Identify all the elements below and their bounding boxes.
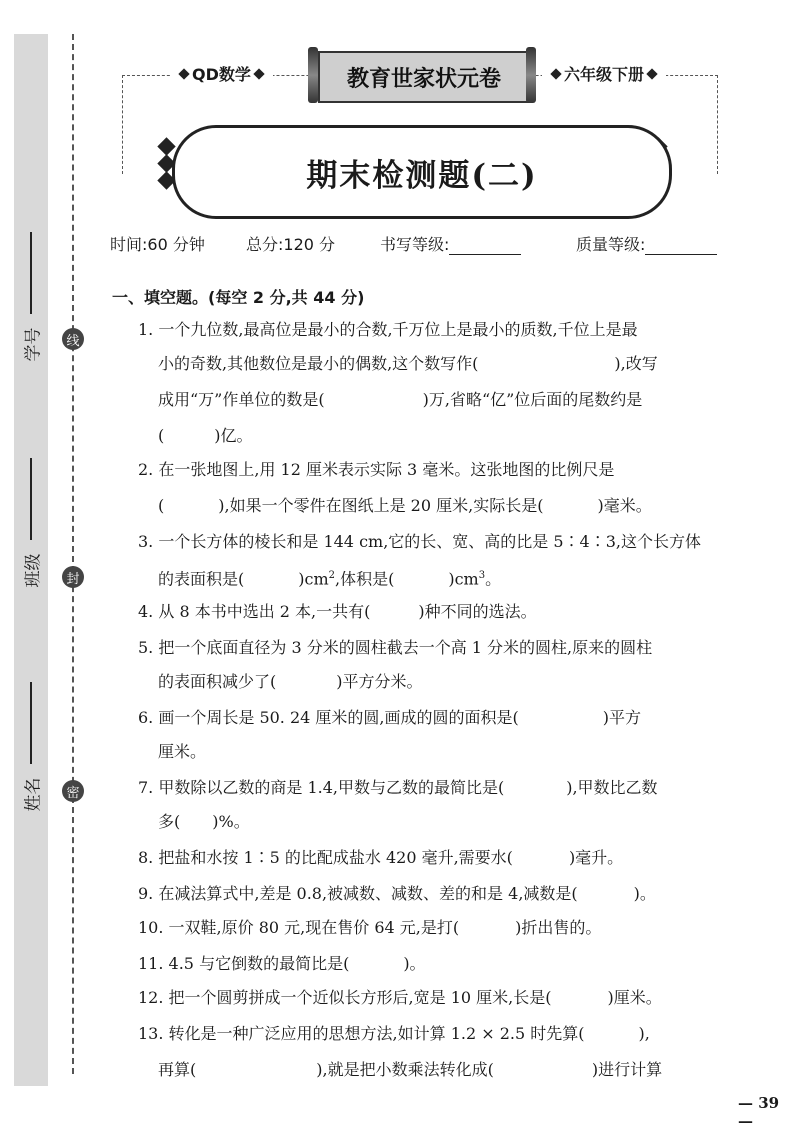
banji-field [19,458,44,588]
q5-line1: 5. 把一个底面直径为 3 分米的圆柱截去一个高 1 分米的圆柱,原来的圆柱 [138,638,653,657]
page-title: 期末检测题(二) [306,157,538,194]
page-number: — 39 — [738,1094,780,1130]
banji-label: 班级 [23,553,44,588]
q13-line1: 13. 转化是一种广泛应用的思想方法,如计算 1.2 × 2.5 时先算( ), [138,1024,650,1043]
q5-line2: 的表面积减少了( )平方分米。 [158,672,423,691]
brand-title: 教育世家状元卷 [318,51,530,103]
q8-line1: 8. 把盐和水按 1∶5 的比配成盐水 420 毫升,需要水( )毫升。 [138,848,624,867]
section-title: 一、填空题。(每空 2 分,共 44 分) [112,288,365,307]
diamond-icon [550,68,561,79]
quality-grade: 质量等级: [576,232,717,255]
xuehao-field [19,232,44,362]
q2-line2: ( ),如果一个零件在图纸上是 20 厘米,实际长是( )毫米。 [158,496,652,515]
q1-line3: 成用“万”作单位的数是( )万,省略“亿”位后面的尾数约是 [158,390,643,409]
q10-line1: 10. 一双鞋,原价 80 元,现在售价 64 元,是打( )折出售的。 [138,918,602,937]
q1-line2: 小的奇数,其他数位是最小的偶数,这个数写作( ),改写 [158,354,658,373]
title-banner [172,125,672,219]
diamond-icon [646,68,657,79]
diamond-icon [178,68,189,79]
xingming-blank[interactable] [30,682,32,764]
q1-line1: 1. 一个九位数,最高位是最小的合数,千万位上是最小的质数,千位上是最 [138,320,638,339]
cut-line [72,34,74,1074]
q7-line1: 7. 甲数除以乙数的商是 1.4,甲数与乙数的最简比是( ),甲数比乙数 [138,778,658,797]
q6-line1: 6. 画一个周长是 50. 24 厘米的圆,画成的圆的面积是( )平方 [138,708,641,727]
scroll-rod-right [526,47,536,103]
q7-line2: 多( )%。 [158,812,250,831]
time-label: 时间:60 分钟 [110,235,205,254]
seal-mi: 密 [62,780,84,802]
scroll-rod-left [308,47,318,103]
q13-line2: 再算( ),就是把小数乘法转化成( )进行计算 [158,1060,663,1079]
quality-grade-blank[interactable] [645,238,717,255]
diamond-icon [253,68,264,79]
xuehao-blank[interactable] [30,232,32,314]
brand-scroll [308,47,536,103]
xingming-label: 姓名 [23,777,44,812]
grade-label: 六年级下册 [542,62,666,85]
q4-line1: 4. 从 8 本书中选出 2 本,一共有( )种不同的选法。 [138,602,537,621]
banji-blank[interactable] [30,458,32,540]
seal-xian: 线 [62,328,84,350]
xingming-field [19,682,44,812]
q9-line1: 9. 在减法算式中,差是 0.8,被减数、减数、差的和是 4,减数是( )。 [138,884,656,903]
diamond-group-left [160,140,173,187]
q3-line1: 3. 一个长方体的棱长和是 144 cm,它的长、宽、高的比是 5∶4∶3,这个长方体 [138,532,701,551]
subject-label: QD数学 [170,62,273,85]
q6-line2: 厘米。 [158,742,207,761]
q3-line2: 的表面积是( )$cm^2$,体积是( )$cm^3$。 [158,569,502,589]
xuehao-label: 学号 [23,327,44,362]
q2-line1: 2. 在一张地图上,用 12 厘米表示实际 3 毫米。这张地图的比例尺是 [138,460,615,479]
exam-info [110,232,740,255]
diamond-icon [157,137,175,155]
writing-grade: 书写等级: [380,232,576,255]
q1-line4: ( )亿。 [158,426,253,445]
q11-line1: 11. 4.5 与它倒数的最简比是( )。 [138,954,426,973]
q12-line1: 12. 把一个圆剪拼成一个近似长方形后,宽是 10 厘米,长是( )厘米。 [138,988,662,1007]
seal-feng: 封 [62,566,84,588]
total-label: 总分:120 分 [246,235,336,254]
writing-grade-blank[interactable] [449,238,521,255]
